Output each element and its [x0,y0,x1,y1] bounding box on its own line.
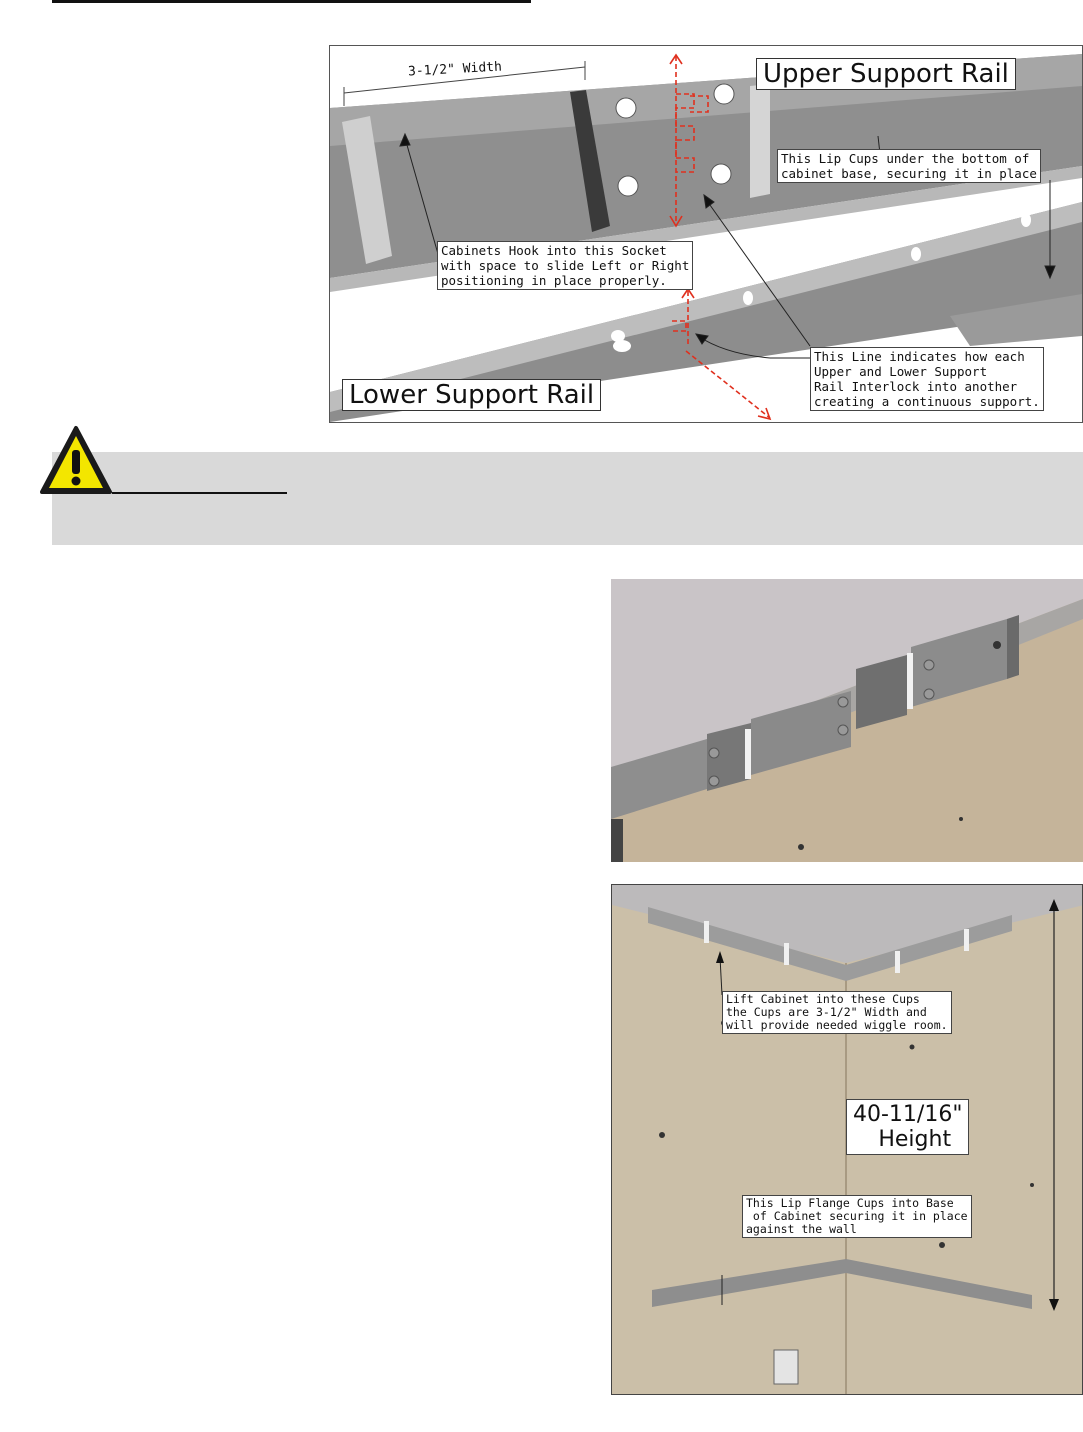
upper-support-rail-label: Upper Support Rail [756,58,1016,90]
cups-note: Lift Cabinet into these Cups the Cups are 3-1/2" Width and will provide needed wiggle room. [722,991,952,1034]
rail-installed-photo [611,579,1083,862]
height-dimension-label: 40-11/16" Height [846,1099,969,1155]
warning-icon [38,424,114,498]
lip-cups-note: This Lip Cups under the bottom of cabinet base, securing it in place [777,149,1041,183]
socket-note: Cabinets Hook into this Socket with space to slide Left or Right positioning in place properly. [437,241,693,290]
lower-support-rail-label: Lower Support Rail [342,379,601,411]
warning-heading-underline [112,492,287,494]
header-rule [52,0,531,3]
lip-flange-note: This Lip Flange Cups into Base of Cabinet securing it in place against the wall [742,1195,972,1238]
warning-banner [52,452,1083,545]
support-rail-diagram [329,45,1083,423]
interlock-note: This Line indicates how each Upper and Lower Support Rail Interlock into another creating a continuous support. [810,347,1044,411]
corner-installation-photo [611,884,1083,1395]
width-dimension-label: 3-1/2" Width [407,59,503,80]
